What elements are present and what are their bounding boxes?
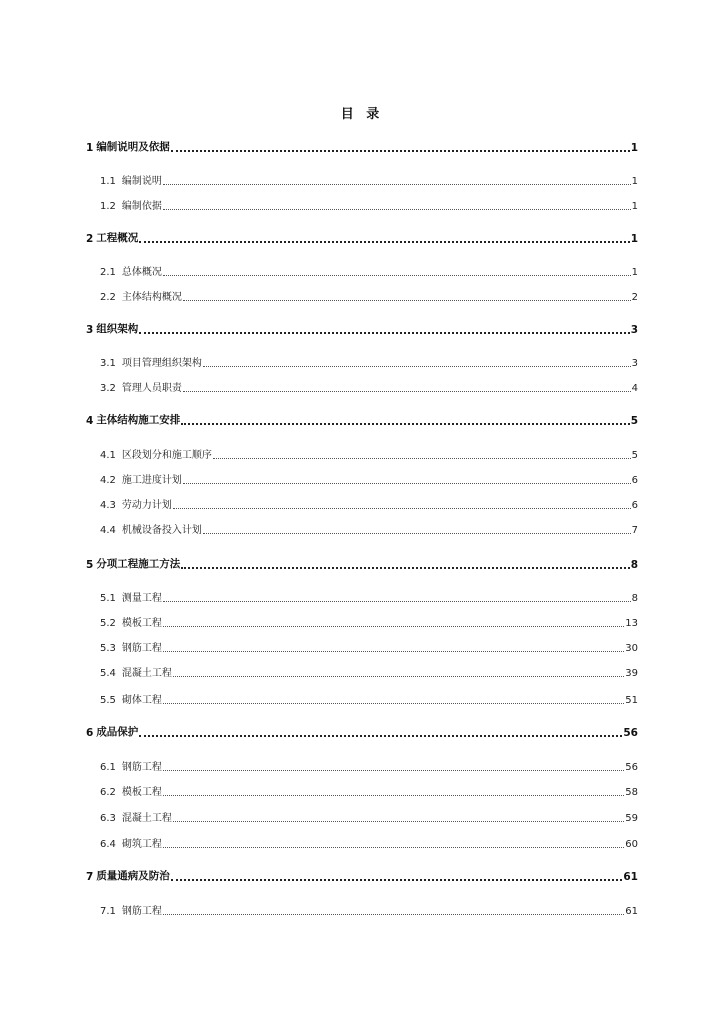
toc-entry-section[interactable] <box>86 867 638 883</box>
toc-entry-page: 6 <box>631 475 638 486</box>
toc-entry-subsection[interactable] <box>100 613 638 629</box>
toc-entry-section[interactable] <box>86 138 638 154</box>
toc-entry-text: 砌体工程 <box>121 695 162 706</box>
toc-entry-page: 6 <box>631 500 638 511</box>
toc-entry-number: 3.1 <box>100 358 116 369</box>
toc-entry-number: 5 <box>86 559 94 571</box>
dot-leader <box>183 381 631 392</box>
toc-entry-subsection[interactable] <box>100 171 638 187</box>
dot-leader <box>163 199 631 210</box>
toc-entry-number: 5.3 <box>100 643 116 654</box>
toc-entry-page: 1 <box>631 176 638 187</box>
toc-entry-page: 56 <box>623 727 638 739</box>
toc-entry-subsection[interactable] <box>100 834 638 850</box>
toc-entry-page: 1 <box>630 142 638 154</box>
toc-entry-page: 1 <box>630 233 638 245</box>
toc-entry-number: 1.2 <box>100 201 116 212</box>
toc-entry-text: 编制说明 <box>121 176 162 187</box>
toc-title: 目 录 <box>340 107 384 122</box>
toc-entry-subsection[interactable] <box>100 690 638 706</box>
toc-entry-subsection[interactable] <box>100 588 638 604</box>
toc-entry-text: 编制说明及依据 <box>96 141 170 153</box>
toc-entry-number: 6 <box>86 727 94 739</box>
toc-entry-section[interactable] <box>86 411 638 427</box>
toc-entry-page: 56 <box>625 762 638 773</box>
toc-entry-number: 4.2 <box>100 475 116 486</box>
toc-entry-page: 3 <box>630 324 638 336</box>
toc-entry-text: 机械设备投入计划 <box>121 525 202 536</box>
toc-entry-subsection[interactable] <box>100 353 638 369</box>
dot-leader <box>163 837 624 848</box>
toc-entry-page: 7 <box>631 525 638 536</box>
toc-entry-page: 60 <box>625 839 638 850</box>
toc-entry-section[interactable] <box>86 229 638 245</box>
toc-entry-number: 1.1 <box>100 176 116 187</box>
toc-entry-text: 分项工程施工方法 <box>96 558 181 570</box>
toc-entry-subsection[interactable] <box>100 445 638 461</box>
toc-entry-page: 8 <box>630 559 638 571</box>
toc-entry-number: 4 <box>86 415 94 427</box>
toc-entry-page: 13 <box>625 618 638 629</box>
toc-entry-subsection[interactable] <box>100 196 638 212</box>
toc-entry-number: 2.2 <box>100 292 116 303</box>
dot-leader <box>163 591 631 602</box>
toc-entry-text: 劳动力计划 <box>121 500 172 511</box>
dot-leader <box>183 290 631 301</box>
dot-leader <box>163 785 624 796</box>
dot-leader <box>171 140 630 152</box>
toc-entry-text: 模板工程 <box>121 787 162 798</box>
toc-entry-number: 7 <box>86 871 94 883</box>
toc-entry-number: 2.1 <box>100 267 116 278</box>
toc-entry-page: 5 <box>631 450 638 461</box>
toc-entry-subsection[interactable] <box>100 757 638 773</box>
toc-entry-subsection[interactable] <box>100 520 638 536</box>
toc-entry-number: 3.2 <box>100 383 116 394</box>
dot-leader <box>213 448 631 459</box>
toc-entry-number: 5.2 <box>100 618 116 629</box>
toc-entry-page: 61 <box>623 871 638 883</box>
dot-leader <box>203 356 631 367</box>
dot-leader <box>139 322 629 334</box>
toc-entry-page: 1 <box>631 201 638 212</box>
toc-entry-text: 模板工程 <box>121 618 162 629</box>
toc-entry-text: 质量通病及防治 <box>96 870 170 882</box>
toc-entry-subsection[interactable] <box>100 470 638 486</box>
toc-entry-section[interactable] <box>86 555 638 571</box>
dot-leader <box>173 811 624 822</box>
toc-entry-number: 6.2 <box>100 787 116 798</box>
toc-entry-text: 砌筑工程 <box>121 839 162 850</box>
toc-entry-page: 2 <box>631 292 638 303</box>
toc-entry-text: 主体结构概况 <box>121 292 182 303</box>
dot-leader <box>163 174 631 185</box>
toc-entry-subsection[interactable] <box>100 495 638 511</box>
toc-entry-text: 管理人员职责 <box>121 383 182 394</box>
toc-entry-number: 4.1 <box>100 450 116 461</box>
toc-entry-page: 5 <box>630 415 638 427</box>
dot-leader <box>139 231 629 243</box>
toc-entry-page: 51 <box>625 695 638 706</box>
dot-leader <box>181 557 629 569</box>
toc-entry-subsection[interactable] <box>100 901 638 917</box>
dot-leader <box>183 473 631 484</box>
dot-leader <box>163 616 624 627</box>
toc-entry-page: 59 <box>625 813 638 824</box>
toc-entry-page: 58 <box>625 787 638 798</box>
toc-entry-subsection[interactable] <box>100 808 638 824</box>
dot-leader <box>203 523 631 534</box>
toc-entry-number: 2 <box>86 233 94 245</box>
toc-entry-text: 钢筋工程 <box>121 906 162 917</box>
dot-leader <box>171 869 623 881</box>
dot-leader <box>163 904 624 915</box>
dot-leader <box>139 725 622 737</box>
toc-entry-number: 7.1 <box>100 906 116 917</box>
toc-entry-text: 主体结构施工安排 <box>96 414 181 426</box>
toc-entry-page: 30 <box>625 643 638 654</box>
dot-leader <box>163 693 624 704</box>
toc-entry-text: 组织架构 <box>96 323 139 335</box>
toc-entry-text: 成品保护 <box>96 726 139 738</box>
toc-entry-page: 8 <box>631 593 638 604</box>
toc-entry-page: 61 <box>625 906 638 917</box>
toc-entry-number: 5.4 <box>100 668 116 679</box>
toc-entry-text: 混凝土工程 <box>121 668 172 679</box>
toc-entry-text: 项目管理组织架构 <box>121 358 202 369</box>
dot-leader <box>173 498 631 509</box>
dot-leader <box>163 760 624 771</box>
dot-leader <box>163 641 624 652</box>
toc-entry-page: 1 <box>631 267 638 278</box>
toc-entry-number: 6.4 <box>100 839 116 850</box>
dot-leader <box>173 666 624 677</box>
toc-entry-subsection[interactable] <box>100 663 638 679</box>
toc-entry-number: 3 <box>86 324 94 336</box>
toc-entry-number: 6.3 <box>100 813 116 824</box>
dot-leader <box>163 265 631 276</box>
toc-entry-number: 4.3 <box>100 500 116 511</box>
toc-entry-text: 总体概况 <box>121 267 162 278</box>
toc-entry-subsection[interactable] <box>100 262 638 278</box>
toc-entry-page: 39 <box>625 668 638 679</box>
toc-entry-text: 混凝土工程 <box>121 813 172 824</box>
toc-entry-number: 1 <box>86 142 94 154</box>
toc-entry-number: 6.1 <box>100 762 116 773</box>
toc-entry-number: 5.5 <box>100 695 116 706</box>
toc-entry-section[interactable] <box>86 320 638 336</box>
toc-entry-subsection[interactable] <box>100 287 638 303</box>
toc-entry-text: 编制依据 <box>121 201 162 212</box>
toc-entry-number: 4.4 <box>100 525 116 536</box>
toc-entry-page: 4 <box>631 383 638 394</box>
toc-entry-page: 3 <box>631 358 638 369</box>
toc-entry-number: 5.1 <box>100 593 116 604</box>
toc-entry-text: 施工进度计划 <box>121 475 182 486</box>
toc-entry-section[interactable] <box>86 723 638 739</box>
toc-entry-text: 测量工程 <box>121 593 162 604</box>
toc-entry-subsection[interactable] <box>100 782 638 798</box>
toc-entry-text: 钢筋工程 <box>121 762 162 773</box>
dot-leader <box>181 413 629 425</box>
toc-entry-text: 区段划分和施工顺序 <box>121 450 212 461</box>
toc-entry-text: 钢筋工程 <box>121 643 162 654</box>
toc-entry-text: 工程概况 <box>96 232 139 244</box>
toc-entry-subsection[interactable] <box>100 638 638 654</box>
toc-entry-subsection[interactable] <box>100 378 638 394</box>
